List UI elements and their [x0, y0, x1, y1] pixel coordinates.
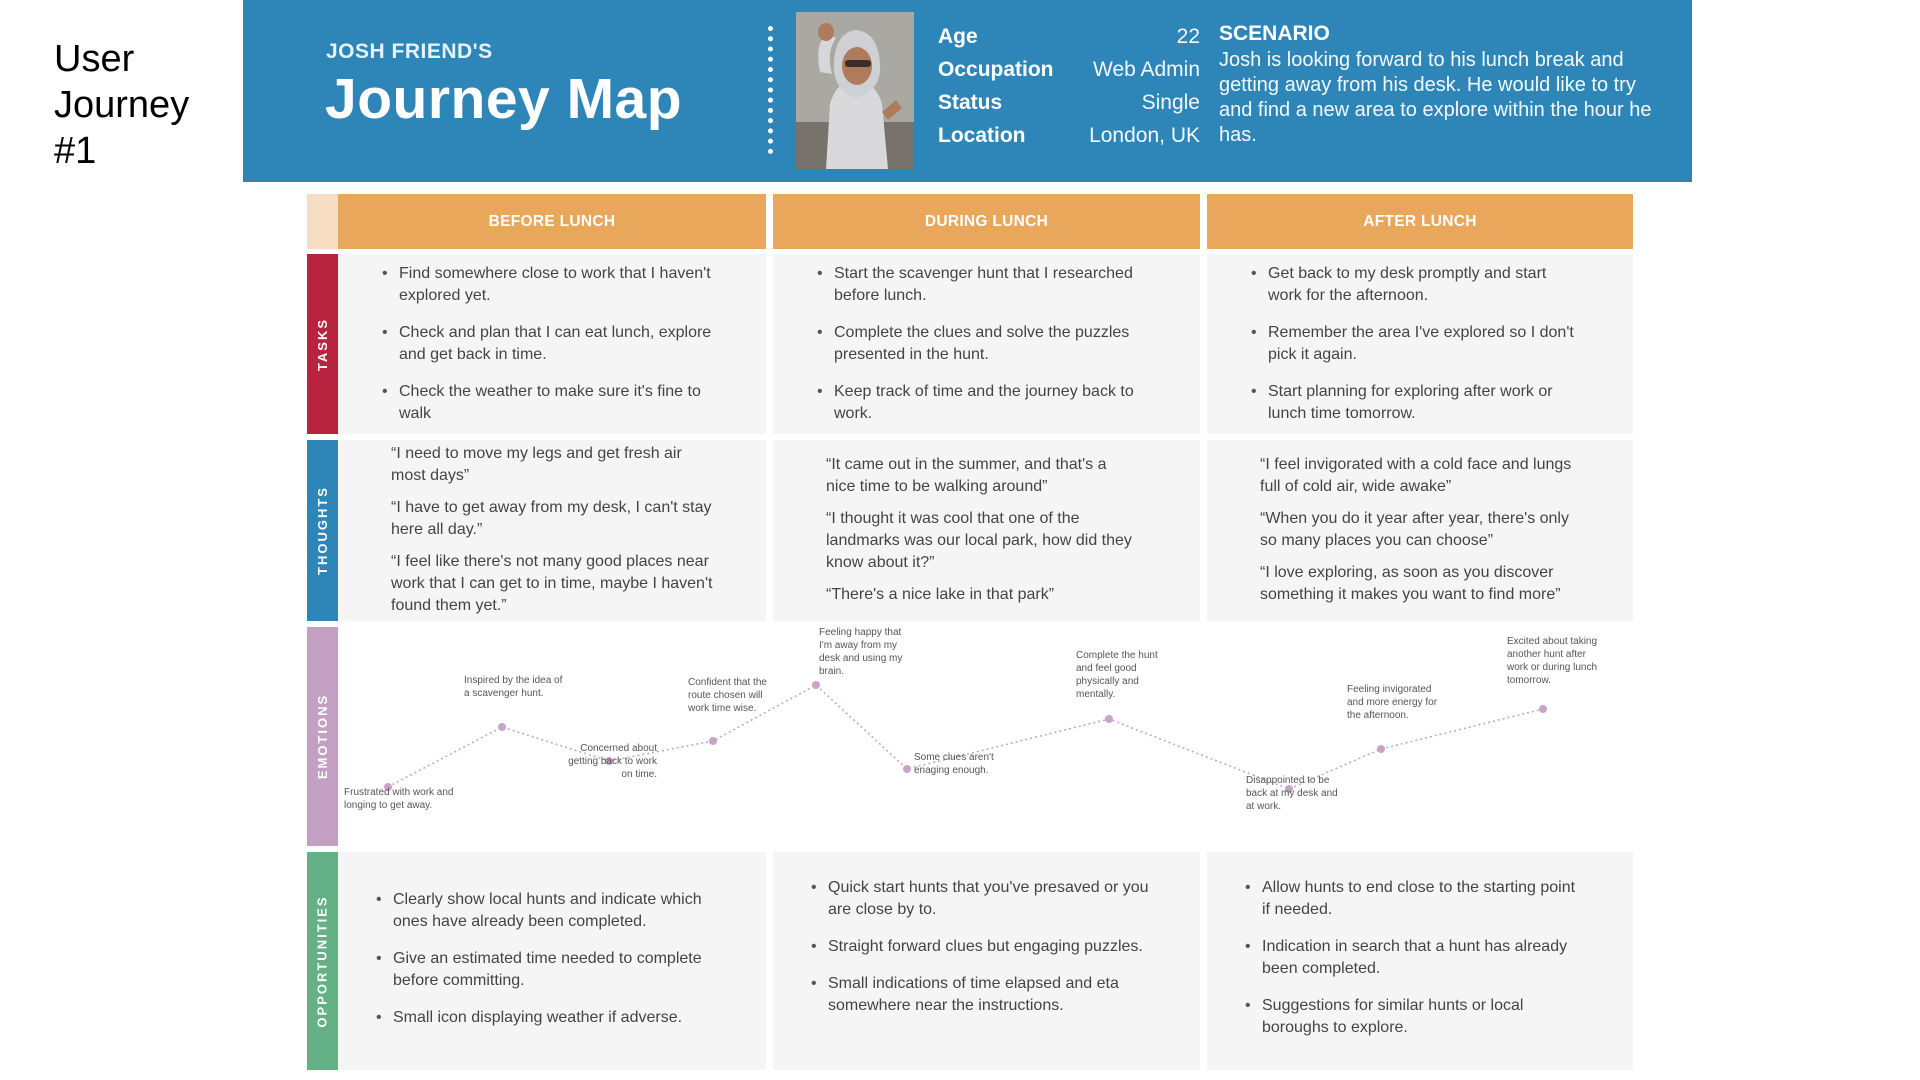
emotion-point — [1539, 705, 1547, 713]
person-silhouette-icon — [796, 12, 914, 169]
row-label-text: EMOTIONS — [315, 693, 330, 780]
stat-value: London, UK — [1089, 123, 1200, 147]
scenario-heading: SCENARIO — [1219, 22, 1330, 45]
opportunity-item: • Small icon displaying weather if adverse. — [376, 1007, 716, 1029]
emotion-label: Complete the hunt and feel good physically and mentally. — [1076, 650, 1158, 700]
opportunity-item: • Indication in search that a hunt has already been completed. — [1245, 936, 1583, 980]
stat-value: Web Admin — [1093, 57, 1200, 81]
task-item: • Start planning for exploring after work or lunch time tomorrow. — [1251, 381, 1583, 425]
emotion-label: Frustrated with work and longing to get away. — [344, 787, 454, 811]
thought-quote: “When you do it year after year, there's only so many places you can choose” — [1260, 510, 1569, 549]
task-item: • Get back to my desk promptly and start work for the afternoon. — [1251, 263, 1583, 307]
emotion-label: Excited about taking another hunt after work or during lunch tomorrow. — [1507, 636, 1598, 686]
opportunities-during-lunch — [773, 852, 1200, 1070]
opportunity-item: • Allow hunts to end close to the starting point if needed. — [1245, 877, 1583, 921]
stat-status — [938, 86, 1200, 119]
emotion-label: Feeling invigorated and more energy for the afternoon. — [1347, 684, 1438, 721]
emotion-point — [1377, 745, 1385, 753]
map-title: Journey Map — [325, 67, 683, 131]
opportunities-before-lunch — [338, 852, 766, 1070]
task-item: • Check and plan that I can eat lunch, explore and get back in time. — [382, 322, 716, 366]
row-label-text: THOUGHTS — [315, 486, 331, 575]
task-item: • Remember the area I've explored so I don't pick it again. — [1251, 322, 1583, 366]
grid-corner — [307, 194, 338, 249]
emotion-label: Feeling happy that I'm away from my desk and using my brain. — [819, 627, 903, 677]
opportunity-item: • Quick start hunts that you've presaved or you are close by to. — [811, 877, 1150, 921]
stat-label: Status — [938, 90, 1003, 114]
person-portrait-photo — [796, 12, 914, 169]
stat-age — [938, 20, 1200, 53]
tasks-after-lunch — [1207, 254, 1633, 434]
thought-quote: “There's a nice lake in that park” — [826, 586, 1055, 603]
emotion-point — [812, 681, 820, 689]
emotion-point — [498, 723, 506, 731]
opportunity-item: • Small indications of time elapsed and eta somewhere near the instructions. — [811, 973, 1150, 1017]
slide-title-line: User — [54, 38, 135, 80]
row-label-text: TASKS — [315, 317, 331, 371]
stat-value: 22 — [1176, 24, 1200, 48]
emotion-label: Concerned about getting back to work on time. — [568, 743, 657, 780]
opportunity-item: • Suggestions for similar hunts or local boroughs to explore. — [1245, 995, 1583, 1039]
scenario-text: Josh is looking forward to his lunch break and getting away from his desk. He would like to try and find a new area to explore within the hour he has. — [1219, 49, 1652, 146]
task-item: • Start the scavenger hunt that I researched before lunch. — [817, 263, 1150, 307]
persona-header — [243, 0, 1692, 182]
row-label-tasks — [307, 254, 338, 434]
slide-title — [54, 36, 234, 174]
emotions-line-chart — [338, 623, 1633, 845]
stat-label: Location — [938, 123, 1026, 147]
row-label-opportunities — [307, 852, 338, 1070]
scenario — [1219, 22, 1659, 148]
row-label-thoughts — [307, 440, 338, 621]
thought-quote: “I feel invigorated with a cold face and lungs full of cold air, wide awake” — [1260, 456, 1572, 495]
stat-value: Single — [1141, 90, 1200, 114]
persona-stats — [938, 20, 1200, 152]
emotion-label: Some clues aren't enaging enough. — [914, 752, 994, 776]
task-item: • Find somewhere close to work that I haven't explored yet. — [382, 263, 716, 307]
thought-quote: “I love exploring, as soon as you discover something it makes you want to find more” — [1260, 564, 1561, 603]
emotion-point — [1105, 715, 1113, 723]
opportunities-after-lunch — [1207, 852, 1633, 1070]
thought-quote: “I have to get away from my desk, I can't stay here all day.” — [391, 499, 712, 538]
tasks-before-lunch — [338, 254, 766, 434]
tasks-during-lunch — [773, 254, 1200, 434]
task-item: • Complete the clues and solve the puzzles presented in the hunt. — [817, 322, 1150, 366]
slide-title-line: #1 — [54, 130, 97, 172]
thoughts-during-lunch — [773, 440, 1200, 621]
emotion-label: Confident that the route chosen will work time wise. — [688, 677, 767, 714]
phase-after-lunch: AFTER LUNCH — [1207, 194, 1633, 249]
slide-title-line: Journey — [54, 84, 190, 126]
emotions-curve — [338, 623, 1633, 845]
stat-label: Occupation — [938, 57, 1054, 81]
row-label-text: OPPORTUNITIES — [315, 894, 330, 1028]
emotion-point — [709, 737, 717, 745]
persona-name: JOSH FRIEND'S — [326, 40, 493, 63]
phase-before-lunch: BEFORE LUNCH — [338, 194, 766, 249]
emotion-label: Disappointed to be back at my desk and at work. — [1246, 775, 1338, 812]
thought-quote: “I feel like there's not many good places near work that I can get to in time, maybe I haven't found them yet.” — [391, 553, 713, 614]
thought-quote: “It came out in the summer, and that's a nice time to be walking around” — [826, 456, 1107, 495]
stat-label: Age — [938, 24, 978, 48]
dotted-divider — [768, 26, 773, 154]
thoughts-after-lunch — [1207, 440, 1633, 621]
stat-location — [938, 119, 1200, 152]
emotion-point — [903, 765, 911, 773]
opportunity-item: • Clearly show local hunts and indicate which ones have already been completed. — [376, 889, 716, 933]
row-label-emotions — [307, 627, 338, 846]
stat-occupation — [938, 53, 1200, 86]
thought-quote: “I need to move my legs and get fresh air most days” — [391, 445, 682, 484]
opportunity-item: • Straight forward clues but engaging puzzles. — [811, 936, 1150, 958]
opportunity-item: • Give an estimated time needed to complete before committing. — [376, 948, 716, 992]
thoughts-before-lunch — [338, 440, 766, 621]
task-item: • Keep track of time and the journey back to work. — [817, 381, 1150, 425]
thought-quote: “I thought it was cool that one of the landmarks was our local park, how did they know about it?” — [826, 510, 1132, 571]
phase-during-lunch: DURING LUNCH — [773, 194, 1200, 249]
task-item: • Check the weather to make sure it's fine to walk — [382, 381, 716, 425]
emotion-label: Inspired by the idea of a scavenger hunt. — [464, 675, 563, 699]
